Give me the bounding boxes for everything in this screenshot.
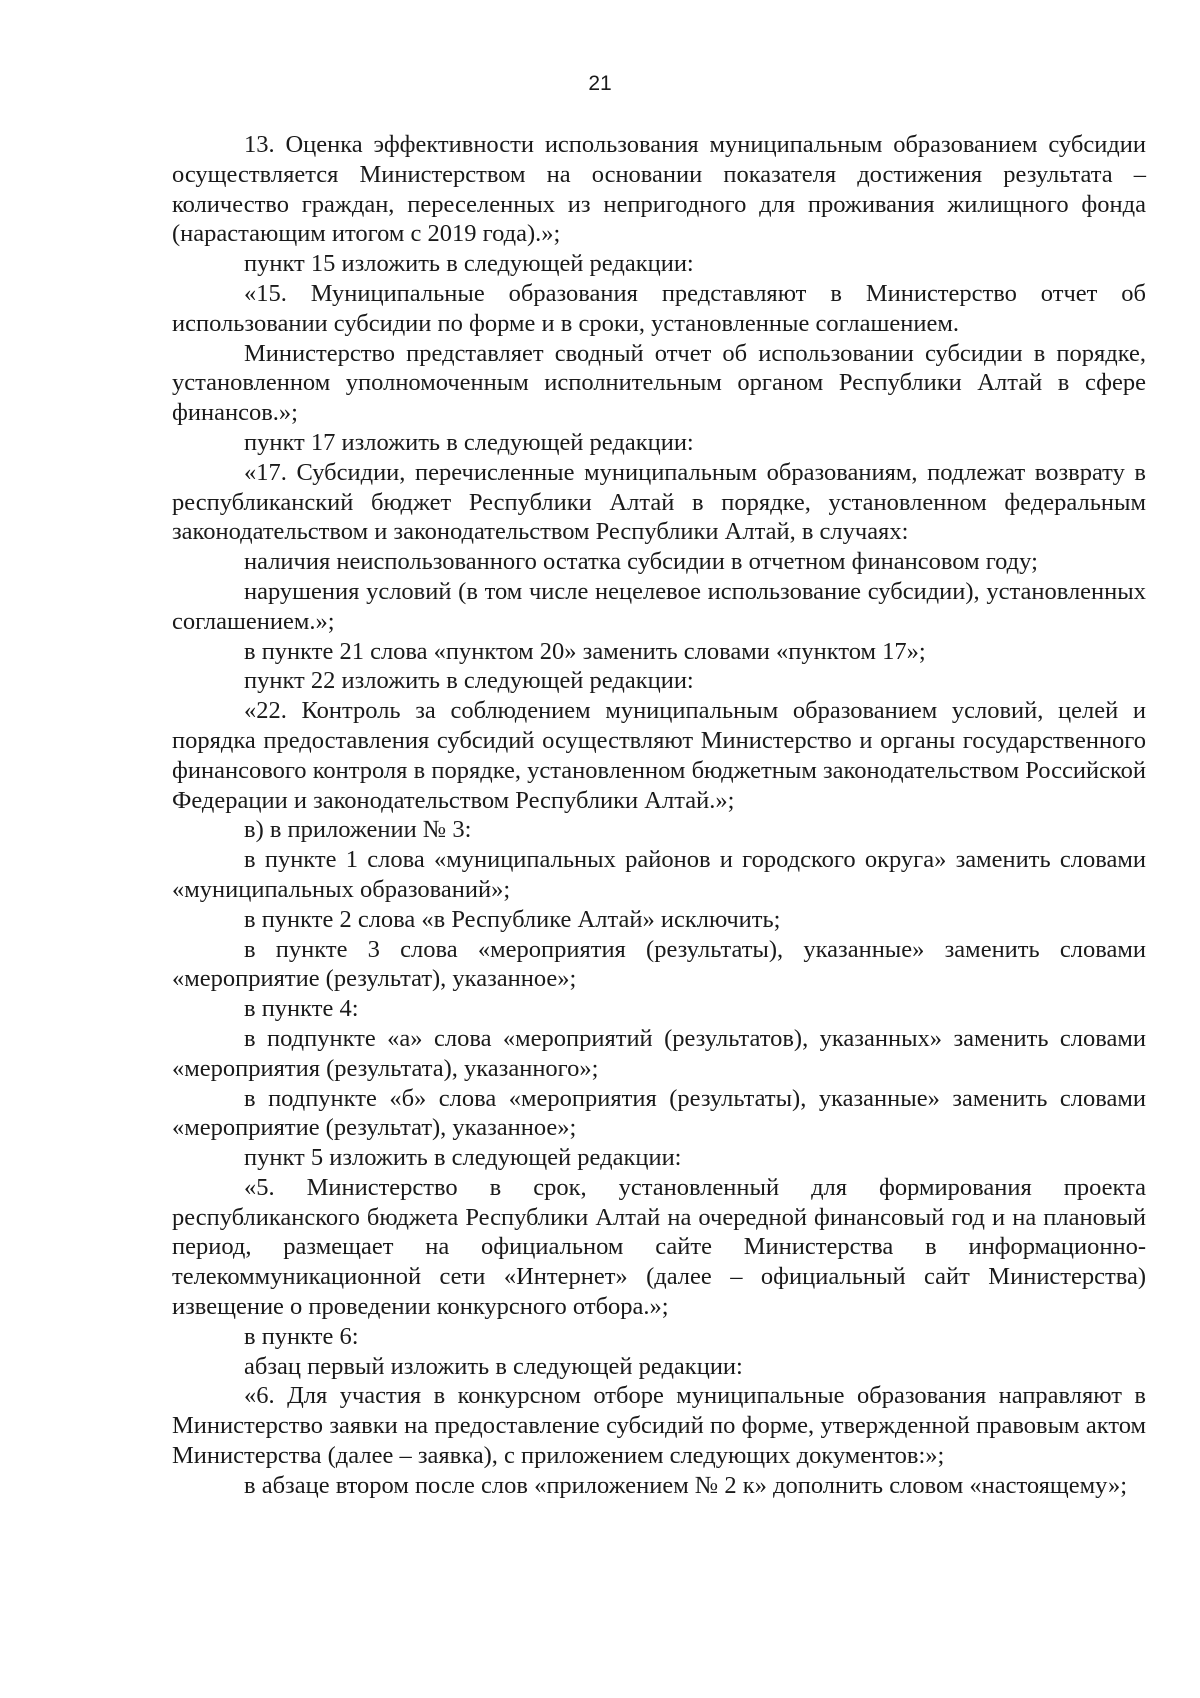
paragraph: в подпункте «а» слова «мероприятий (результатов), указанных» заменить словами «мероприятия (результата), указанного»; <box>172 1024 1146 1082</box>
paragraph: Министерство представляет сводный отчет об использовании субсидии в порядке, установленном уполномоченным исполнительным органом Республики Алтай в сфере финансов.»; <box>172 339 1146 427</box>
paragraph: абзац первый изложить в следующей редакции: <box>244 1352 743 1380</box>
paragraph: в пункте 21 слова «пунктом 20» заменить словами «пунктом 17»; <box>244 637 926 665</box>
paragraph: в пункте 6: <box>244 1322 359 1350</box>
document-body <box>172 130 1146 1501</box>
paragraph: в пункте 3 слова «мероприятия (результаты), указанные» заменить словами «мероприятие (результат), указанное»; <box>172 935 1146 993</box>
paragraph: в пункте 1 слова «муниципальных районов и городского округа» заменить словами «муниципальных образований»; <box>172 846 1146 903</box>
paragraph: пункт 17 изложить в следующей редакции: <box>244 428 694 456</box>
paragraph: наличия неиспользованного остатка субсидии в отчетном финансовом году; <box>244 548 1038 576</box>
paragraph: в подпункте «б» слова «мероприятия (результаты), указанные» заменить словами «мероприятие (результат), указанное»; <box>172 1084 1146 1142</box>
paragraph: «17. Субсидии, перечисленные муниципальным образованиям, подлежат возврату в республиканский бюджет Республики Алтай в порядке, установленном федеральным законодательством и законодательством Республики Алтай, в случаях: <box>172 458 1146 546</box>
paragraph: в абзаце втором после слов «приложением № 2 к» дополнить словом «настоящему»; <box>244 1471 1128 1499</box>
paragraph: пункт 5 изложить в следующей редакции: <box>244 1144 682 1172</box>
paragraph: пункт 15 изложить в следующей редакции: <box>244 250 694 278</box>
paragraph: «15. Муниципальные образования представляют в Министерство отчет об использовании субсидии по форме и в сроки, установленные соглашением. <box>172 279 1146 337</box>
paragraph: в) в приложении № 3: <box>244 816 472 844</box>
paragraph: «22. Контроль за соблюдением муниципальным образованием условий, целей и порядка предоставления субсидий осуществляют Министерство и органы государственного финансового контроля в порядке, установленном бюджетным законодательством Российской Федерации и законодательством Республики Алтай.»; <box>172 697 1146 814</box>
paragraph: пункт 22 изложить в следующей редакции: <box>244 667 694 695</box>
page-number: 21 <box>588 72 612 95</box>
paragraph: в пункте 4: <box>244 995 359 1023</box>
paragraph: «6. Для участия в конкурсном отборе муниципальные образования направляют в Министерство заявки на предоставление субсидий по форме, утвержденной правовым актом Министерства (далее – заявка), с приложением следующих документов:»; <box>172 1382 1146 1470</box>
paragraph: нарушения условий (в том числе нецелевое использование субсидии), установленных соглашением.»; <box>172 577 1146 635</box>
paragraph: в пункте 2 слова «в Республике Алтай» исключить; <box>244 905 781 933</box>
paragraph: 13. Оценка эффективности использования муниципальным образованием субсидии осуществляется Министерством на основании показателя достижения результата – количество граждан, переселенных из непригодного для проживания жилищного фонда (нарастающим итогом с 2019 года).»; <box>172 131 1146 248</box>
paragraph: «5. Министерство в срок, установленный для формирования проекта республиканского бюджета Республики Алтай на очередной финансовый год и на плановый период, размещает на официальном сайте Министерства в информационно-телекоммуникационной сети «Интернет» (далее – официальный сайт Министерства) извещение о проведении конкурсного отбора.»; <box>172 1173 1146 1321</box>
